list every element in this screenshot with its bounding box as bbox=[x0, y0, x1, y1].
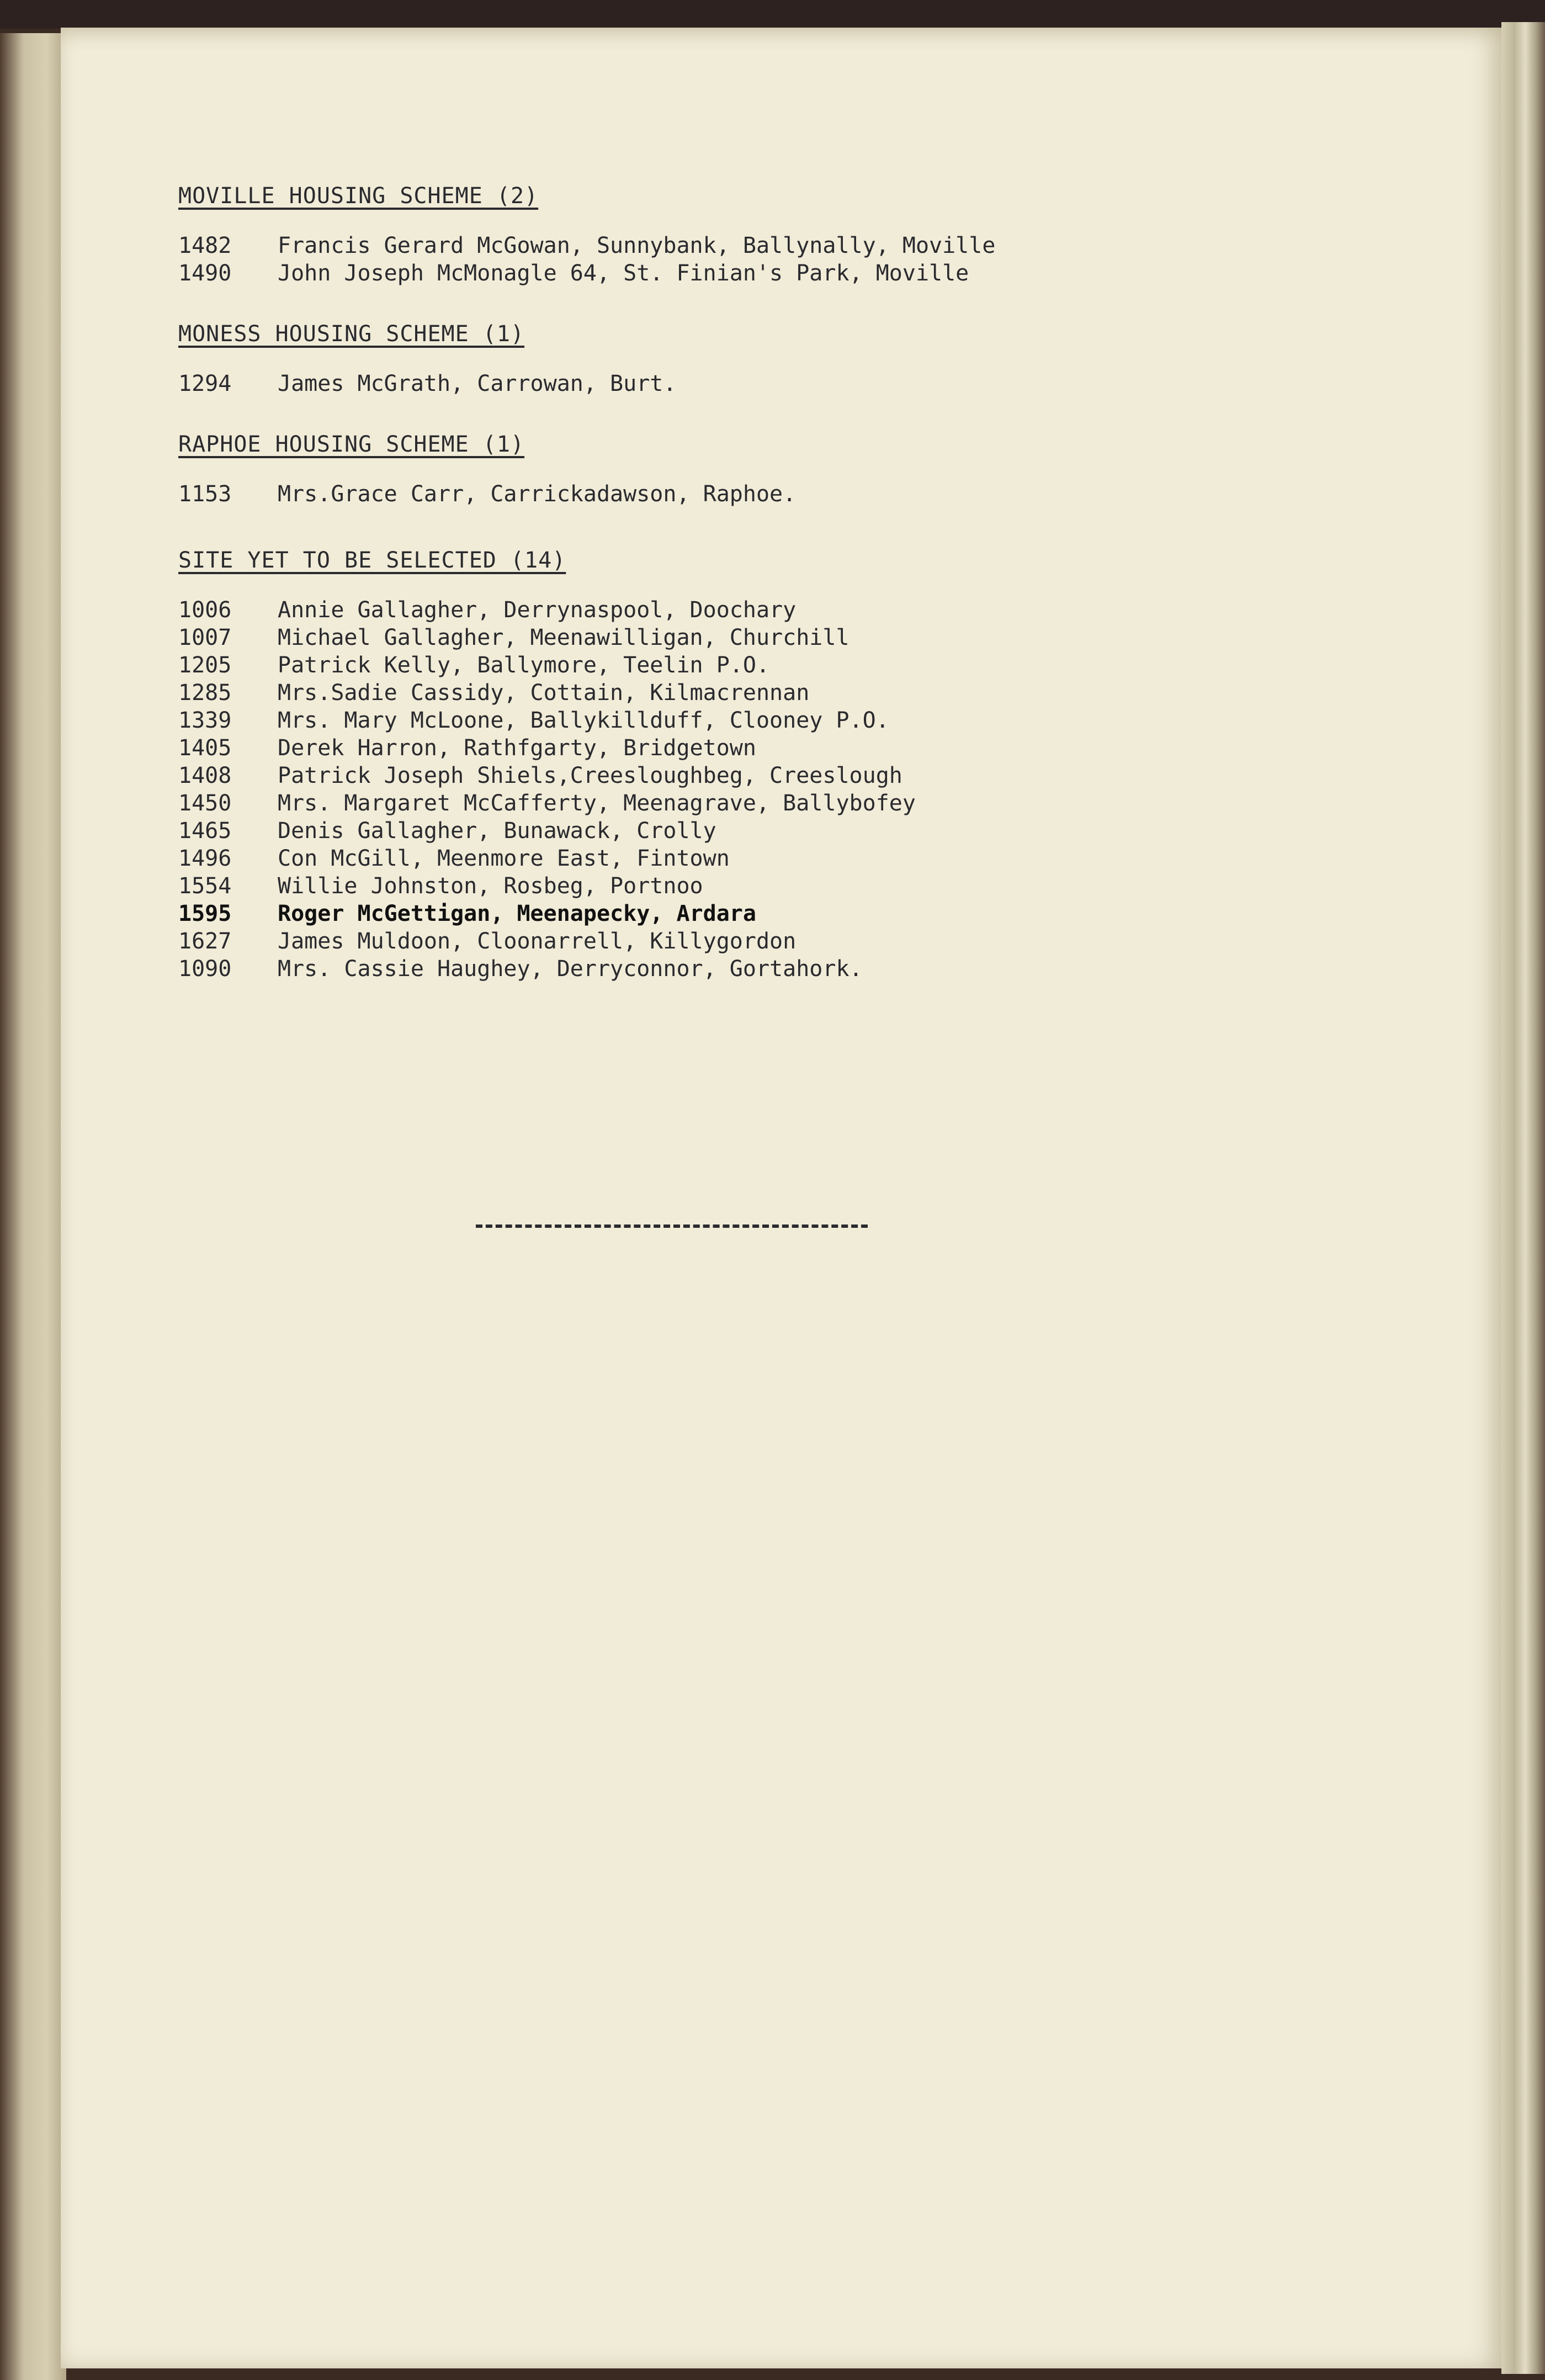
entry-text: Derek Harron, Rathfgarty, Bridgetown bbox=[278, 735, 756, 761]
entry-text: Mrs. Margaret McCafferty, Meenagrave, Ballybofey bbox=[278, 791, 916, 816]
entry-list bbox=[178, 480, 1448, 508]
list-item bbox=[178, 232, 1448, 259]
entry-text: Denis Gallagher, Bunawack, Crolly bbox=[278, 818, 716, 844]
section-heading: RAPHOE HOUSING SCHEME (1) bbox=[178, 432, 525, 457]
entry-number: 1490 bbox=[178, 261, 232, 286]
entry-list bbox=[178, 232, 1448, 287]
entry-list bbox=[178, 596, 1448, 983]
section-heading: SITE YET TO BE SELECTED (14) bbox=[178, 548, 566, 573]
entry-text: Francis Gerard McGowan, Sunnybank, Ballynally, Moville bbox=[278, 233, 996, 258]
list-item bbox=[178, 624, 1448, 651]
entry-number: 1408 bbox=[178, 763, 232, 788]
entry-text: Mrs.Sadie Cassidy, Cottain, Kilmacrennan bbox=[278, 680, 810, 706]
entry-number: 1205 bbox=[178, 653, 232, 678]
list-item-highlighted bbox=[178, 900, 1448, 927]
entry-number: 1006 bbox=[178, 597, 232, 623]
entry-text: Roger McGettigan, Meenapecky, Ardara bbox=[278, 901, 756, 926]
entry-number: 1554 bbox=[178, 873, 232, 899]
entry-number: 1007 bbox=[178, 625, 232, 650]
entry-number: 1450 bbox=[178, 791, 232, 816]
entry-text: Mrs. Cassie Haughey, Derryconnor, Gortahork. bbox=[278, 956, 863, 982]
top-shadow-band bbox=[0, 0, 1545, 29]
section-raphoe bbox=[178, 431, 1448, 508]
entry-text: Mrs.Grace Carr, Carrickadawson, Raphoe. bbox=[278, 481, 797, 507]
list-item bbox=[178, 817, 1448, 845]
entry-text: John Joseph McMonagle 64, St. Finian's Park, Moville bbox=[278, 261, 969, 286]
list-item bbox=[178, 872, 1448, 900]
section-site-unselected bbox=[178, 547, 1448, 983]
list-item bbox=[178, 955, 1448, 983]
entry-text: Patrick Joseph Shiels,Creesloughbeg, Creeslough bbox=[278, 763, 902, 788]
entry-list bbox=[178, 370, 1448, 397]
list-item bbox=[178, 789, 1448, 817]
page-stack-edge bbox=[1501, 22, 1545, 2374]
entry-text: Mrs. Mary McLoone, Ballykillduff, Clooney P.O. bbox=[278, 708, 889, 733]
section-heading: MONESS HOUSING SCHEME (1) bbox=[178, 321, 525, 347]
entry-text: Con McGill, Meenmore East, Fintown bbox=[278, 846, 730, 871]
typed-list bbox=[178, 182, 1448, 983]
entry-text: James McGrath, Carrowan, Burt. bbox=[278, 371, 677, 396]
entry-text: Patrick Kelly, Ballymore, Teelin P.O. bbox=[278, 653, 770, 678]
entry-text: Michael Gallagher, Meenawilligan, Churchill bbox=[278, 625, 850, 650]
entry-text: Willie Johnston, Rosbeg, Portnoo bbox=[278, 873, 703, 899]
list-item bbox=[178, 651, 1448, 679]
entry-text: James Muldoon, Cloonarrell, Killygordon bbox=[278, 929, 797, 954]
section-moness bbox=[178, 320, 1448, 397]
list-item bbox=[178, 679, 1448, 707]
entry-number: 1482 bbox=[178, 233, 232, 258]
entry-number: 1285 bbox=[178, 680, 232, 706]
section-heading: MOVILLE HOUSING SCHEME (2) bbox=[178, 183, 539, 209]
entry-number: 1496 bbox=[178, 846, 232, 871]
list-item bbox=[178, 707, 1448, 734]
entry-number: 1595 bbox=[178, 901, 232, 926]
list-item bbox=[178, 762, 1448, 789]
entry-text: Annie Gallagher, Derrynaspool, Doochary bbox=[278, 597, 797, 623]
end-divider bbox=[476, 1225, 868, 1228]
entry-number: 1405 bbox=[178, 735, 232, 761]
entry-number: 1294 bbox=[178, 371, 232, 396]
previous-page-edge bbox=[0, 33, 66, 2380]
list-item bbox=[178, 259, 1448, 287]
list-item bbox=[178, 927, 1448, 955]
list-item bbox=[178, 845, 1448, 872]
list-item bbox=[178, 734, 1448, 762]
list-item bbox=[178, 596, 1448, 624]
entry-number: 1339 bbox=[178, 708, 232, 733]
list-item bbox=[178, 480, 1448, 508]
entry-number: 1627 bbox=[178, 929, 232, 954]
entry-number: 1465 bbox=[178, 818, 232, 844]
entry-number: 1153 bbox=[178, 481, 232, 507]
entry-number: 1090 bbox=[178, 956, 232, 982]
section-moville bbox=[178, 182, 1448, 287]
list-item bbox=[178, 370, 1448, 397]
